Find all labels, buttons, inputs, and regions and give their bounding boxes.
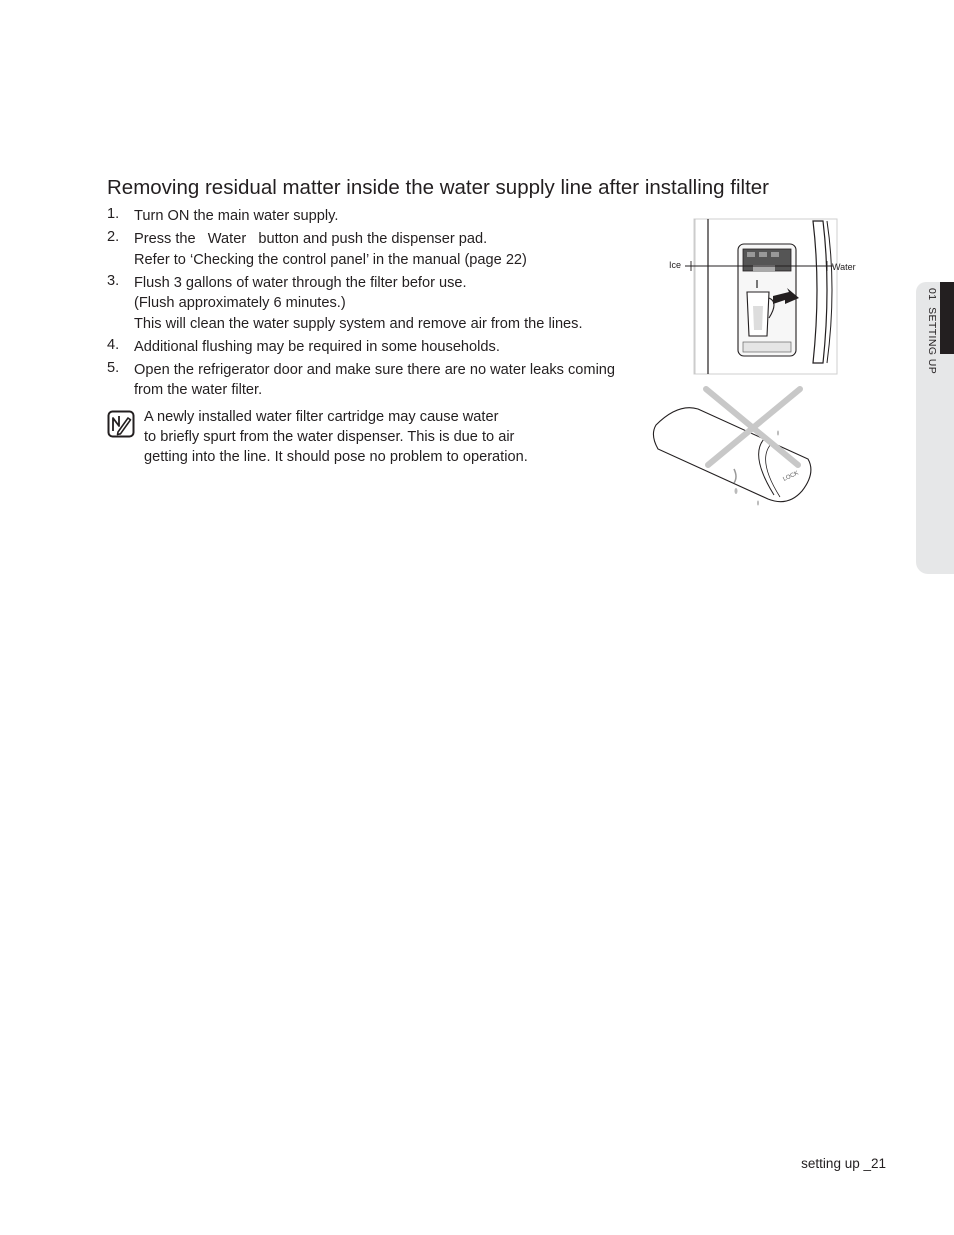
page-footer: setting up _21 — [801, 1156, 886, 1171]
note-pencil-icon — [107, 410, 135, 438]
water-label: Water — [832, 262, 856, 272]
step-text: Press the Water button and push the dispenser pad. — [134, 231, 488, 247]
step-text: Refer to ‘Checking the control panel’ in the manual (page 22) — [134, 251, 527, 268]
note-line: to briefly spurt from the water dispenser. This is due to air — [144, 429, 515, 446]
step-4 — [107, 337, 667, 358]
step-text: from the water filter. — [134, 382, 263, 398]
step-3 — [107, 273, 667, 335]
step-text: (Flush approximately 6 minutes.) — [134, 295, 346, 311]
steps-list — [107, 206, 667, 401]
step-5 — [107, 360, 667, 401]
water-filter-illustration — [648, 383, 816, 509]
filter-lock-text: LOCK — [782, 470, 800, 483]
step-text: Additional flushing may be required in some households. — [134, 338, 500, 355]
note-line: A newly installed water filter cartridge may cause water — [144, 409, 499, 425]
dispenser-illustration — [665, 218, 865, 376]
step-1 — [107, 206, 667, 227]
chapter-tab-label: 01 SETTING UP — [926, 288, 938, 375]
step-text: This will clean the water supply system and remove air from the lines. — [134, 315, 583, 332]
ice-label: Ice — [669, 260, 682, 270]
step-number: 2. — [107, 229, 120, 245]
step-number: 1. — [107, 206, 120, 222]
step-text: Open the refrigerator door and make sure there are no water leaks coming — [134, 361, 616, 378]
step-number: 4. — [107, 336, 120, 353]
step-text: Turn ON the main water supply. — [134, 208, 339, 224]
note-line: getting into the line. It should pose no problem to operation. — [144, 449, 528, 466]
step-number: 5. — [107, 359, 120, 376]
step-2 — [107, 229, 667, 270]
step-text: Flush 3 gallons of water through the filter befor use. — [134, 274, 467, 291]
chapter-tab-marker — [940, 282, 954, 354]
section-title: Removing residual matter inside the water supply line after installing filter — [107, 176, 770, 199]
note-text — [144, 407, 528, 468]
step-number: 3. — [107, 272, 120, 289]
